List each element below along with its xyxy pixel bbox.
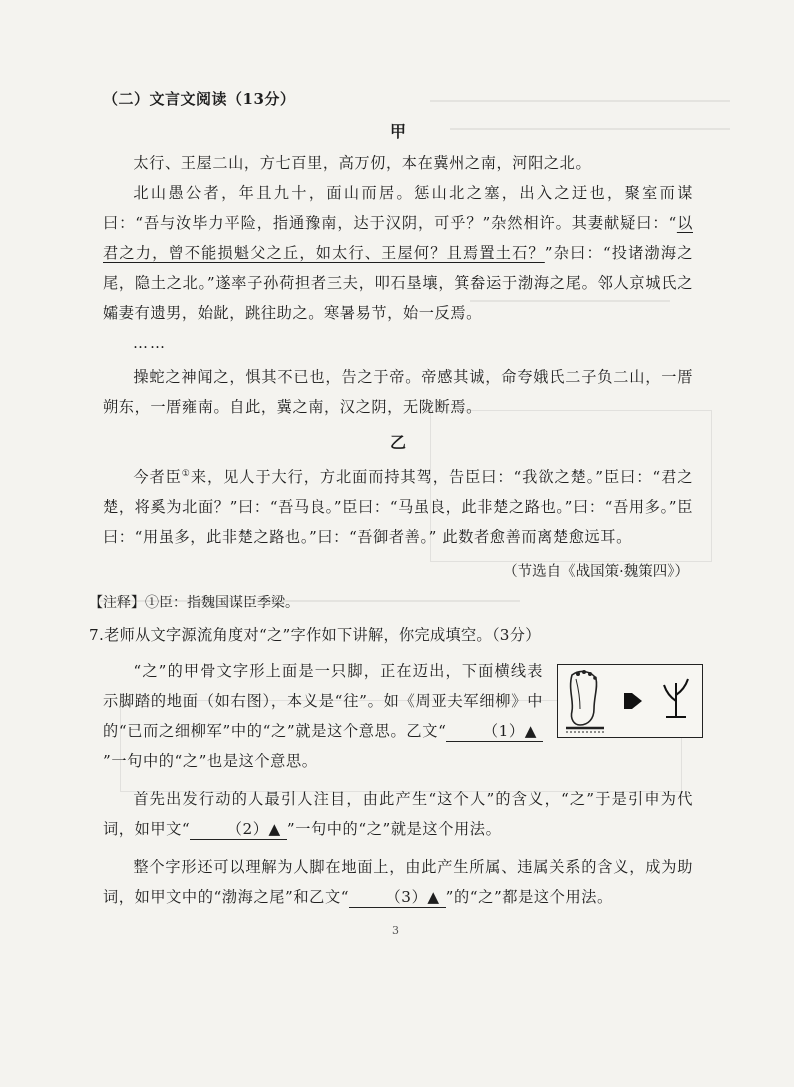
jia-p2-text-b: ”杂曰：“投诸渤海之尾，隐土之北。”遂率子孙荷担者三夫，叩石垦壤，箕畚运于渤海之尾。邻人京城氏之孀妻有遗男，始龀，跳往助之。寒暑易节，始一反焉。: [103, 244, 694, 322]
jia-ellipsis: ……: [133, 334, 167, 352]
question-7-paragraph-3: [103, 852, 693, 912]
yi-p1-text-b: 来，见人于大行，方北面而持其驾，告臣曰：“我欲之楚。”臣曰：“君之楚，将奚为北面？”曰：“吾马良。”臣曰：“马虽良，此非楚之路也。”曰：“吾用多。”臣曰：“用虽多，此非楚之路也。”曰：“吾御者善。” 此数者愈善而离楚愈远耳。: [103, 468, 693, 547]
foot-glyph-icon: [558, 665, 702, 737]
yi-p1-text-a: 今者臣: [133, 468, 182, 487]
q7-p1-text-b: ”一句中的“之”也是这个意思。: [103, 752, 318, 771]
question-7-paragraph-2: [103, 784, 693, 844]
jia-paragraph-2: [103, 178, 693, 328]
passage-jia-heading: 甲: [389, 122, 406, 141]
jia-p2-underlined-sentence: 以君之力，曾不能损魁父之丘，如太行、王屋何？且焉置土石？: [103, 214, 693, 262]
passage-yi-heading: 乙: [389, 433, 406, 452]
yi-paragraph-1: [103, 459, 693, 552]
blank-1[interactable]: （1）▲: [446, 721, 543, 742]
question-7-stem: 7.老师从文字源流角度对“之”字作如下讲解，你完成填空。（3分）: [89, 626, 541, 645]
blank-2[interactable]: （2）▲: [190, 819, 287, 840]
q7-p1-text-a: “之”的甲骨文字形上面是一只脚，正在迈出，下面横线表示脚踏的地面（如右图），本义是“往”。如《周亚夫军细柳》中的“已而之细柳军”中的“之”就是这个意思。乙文“: [103, 662, 543, 741]
page-number: 3: [392, 924, 399, 937]
footnote-marker: ①: [181, 469, 191, 479]
blank-3[interactable]: （3）▲: [349, 887, 446, 908]
jia-paragraph-1: 太行、王屋二山，方七百里，高万仞，本在冀州之南，河阳之北。: [133, 154, 592, 172]
q7-p3-text-a: 整个字形还可以理解为人脚在地面上，由此产生所属、违属关系的含义，成为助词，如甲文中的“渤海之尾”和乙文“: [103, 858, 693, 907]
q7-p2-text-a: 首先出发行动的人最引人注目，由此产生“这个人”的含义，“之”于是引申为代词，如甲文“: [103, 790, 693, 839]
question-7-body: [103, 656, 693, 912]
jia-paragraph-3: 操蛇之神闻之，惧其不已也，告之于帝。帝感其诚，命夸娥氏二子负二山，一厝朔东，一厝雍南。自此，冀之南，汉之阴，无陇断焉。: [103, 368, 693, 416]
oracle-bone-zhi-figure: [557, 664, 703, 738]
q7-p3-text-b: ”的“之”都是这个用法。: [445, 888, 613, 907]
section-title: （二）文言文阅读（13分）: [103, 90, 296, 108]
source-citation: （节选自《战国策·魏策四》）: [503, 564, 689, 581]
annotation-note: 【注释】①臣：指魏国谋臣季梁。: [89, 595, 299, 612]
reading-section: [89, 88, 694, 912]
q7-p2-text-b: ”一句中的“之”就是这个用法。: [286, 820, 502, 839]
jia-p2-text-a: 北山愚公者，年且九十，面山而居。惩山北之塞，出入之迂也，聚室而谋曰：“吾与汝毕力平险，指通豫南，达于汉阴，可乎？”杂然相许。其妻献疑曰：“: [103, 184, 693, 232]
